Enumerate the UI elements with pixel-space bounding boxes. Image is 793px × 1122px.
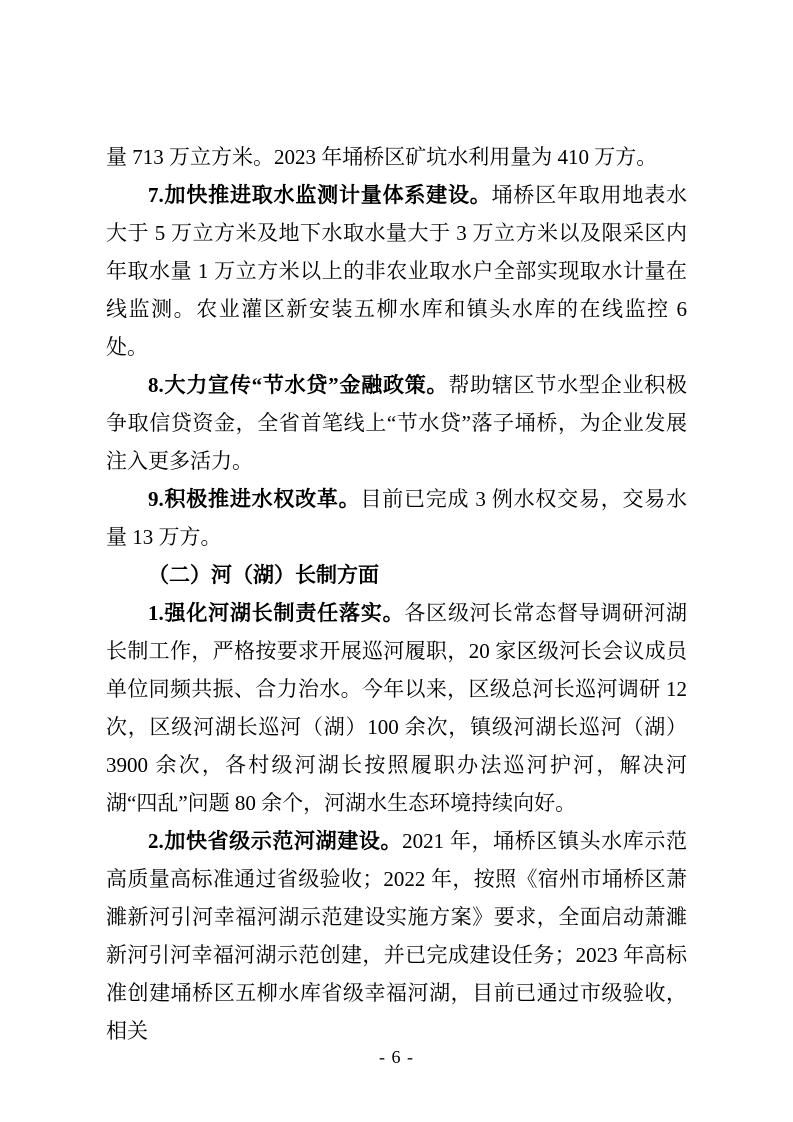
document-text-body (106, 138, 687, 1050)
paragraph-lead: 8.大力宣传“节水贷”金融政策。 (148, 373, 449, 397)
paragraph-text: 帮助辖区节水型企业积极争取信贷资金，全省首笔线上“节水贷”落子埇桥，为企业发展注入更多活力。 (106, 373, 688, 473)
paragraph-lead: 2.加快省级示范河湖建设。 (148, 829, 403, 853)
paragraph-lead: 1.强化河湖长制责任落实。 (148, 601, 405, 625)
paragraph-item-2 (106, 822, 687, 1050)
paragraph-text: 2021 年，埇桥区镇头水库示范高质量高标准通过省级验收；2022 年，按照《宿州市埇桥区萧濉新河引河幸福河湖示范建设实施方案》要求，全面启动萧濉新河引河幸福河湖示范创建，并已完成建设任务；2023 年高标准创建埇桥区五柳水库省级幸福河湖，目前已通过市级验收，相关 (106, 829, 688, 1043)
paragraph-item-9 (106, 480, 687, 556)
paragraph-continuation (106, 138, 687, 176)
paragraph-lead: 7.加快推进取水监测计量体系建设。 (148, 183, 492, 207)
section-heading-text: （二）河（湖）长制方面 (148, 563, 379, 587)
paragraph-text: 量 713 万立方米。2023 年埇桥区矿坑水利用量为 410 万方。 (106, 145, 658, 169)
paragraph-item-8 (106, 366, 687, 480)
paragraph-text: 目前已完成 3 例水权交易，交易水量 13 万方。 (106, 487, 688, 549)
paragraph-text: 各区级河长常态督导调研河湖长制工作，严格按要求开展巡河履职，20 家区级河长会议成员单位同频共振、合力治水。今年以来，区级总河长巡河调研 12 次，区级河湖长巡河（湖）100 余次，镇级河湖长巡河（湖）3900 余次，各村级河湖长按照履职办法巡河护河，解决河湖“四乱”问题 80 余个，河湖水生态环境持续向好。 (106, 601, 687, 815)
paragraph-item-7 (106, 176, 687, 366)
paragraph-item-1 (106, 594, 687, 822)
paragraph-text: 埇桥区年取用地表水大于 5 万立方米及地下水取水量大于 3 万立方米以及限采区内年取水量 1 万立方米以上的非农业取水户全部实现取水计量在线监测。农业灌区新安装五柳水库和镇头水库的在线监控 6 处。 (106, 183, 688, 359)
page-number: - 6 - (379, 1047, 414, 1067)
section-heading (106, 556, 687, 594)
paragraph-lead: 9.积极推进水权改革。 (148, 487, 361, 511)
